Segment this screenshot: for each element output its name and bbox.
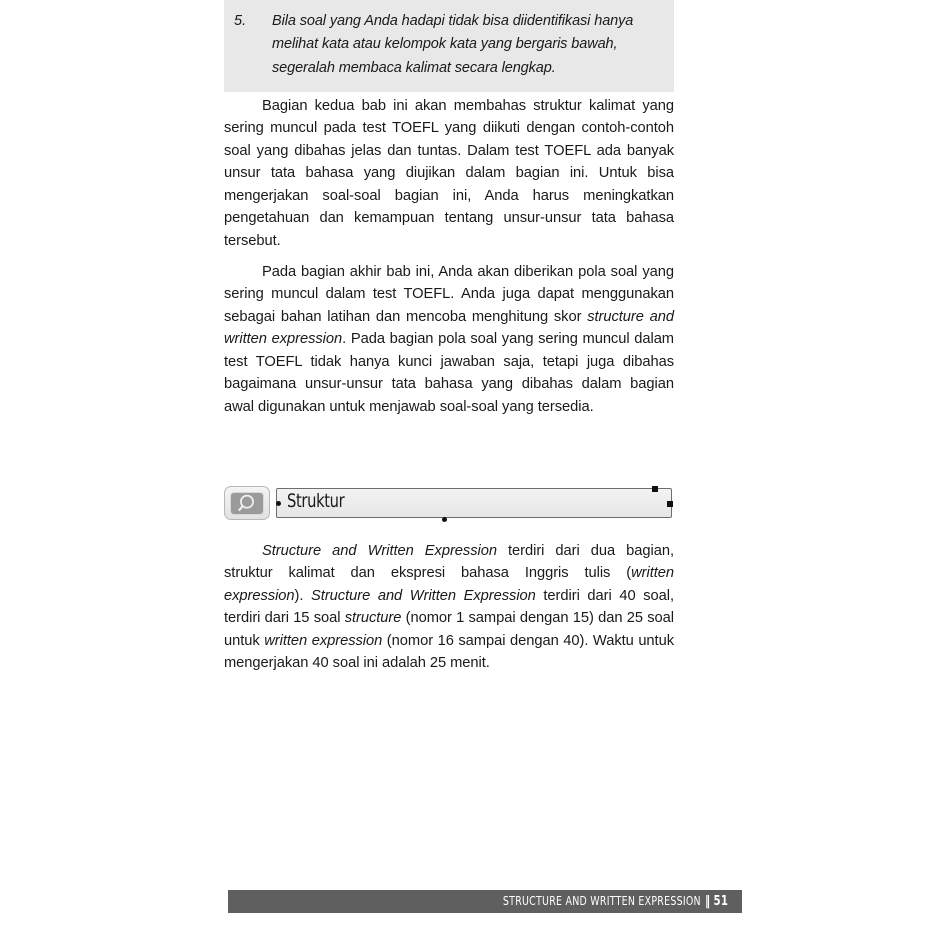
magnifier-icon	[230, 492, 264, 515]
paragraph-pola-soal-italic-1: structure and written expression	[224, 308, 674, 348]
section-header-title: Struktur	[287, 490, 345, 512]
paragraph-pola-soal-text-1: Pada bagian akhir bab ini, Anda akan diberikan pola soal yang sering muncul dalam test TOEFL. Anda juga dapat menggunakan sebagai bahan latihan dan mencoba menghitung skor	[224, 264, 674, 325]
paragraph-structure-text-3: terdiri dari 40 soal, terdiri dari 15 soal	[224, 587, 674, 627]
footer-page-number: 51	[713, 893, 728, 909]
page-footer-bar	[228, 890, 742, 913]
callout-row	[234, 10, 664, 80]
selection-handle-right[interactable]	[667, 501, 673, 507]
callout-inner	[224, 0, 674, 92]
paragraph-structure-text-2: ).	[294, 587, 312, 604]
selection-handle-left[interactable]	[276, 501, 281, 506]
section-header-struktur	[224, 485, 676, 523]
footer-separator: ‖	[704, 893, 710, 909]
page-footer-content	[503, 893, 728, 909]
paragraph-group-1	[224, 95, 674, 252]
paragraph-structure-italic-2: written expression	[224, 565, 674, 604]
callout-box	[224, 0, 674, 92]
paragraph-structure-text-5: (nomor 16 sampai dengan 40). Waktu untuk mengerjakan 40 soal ini adalah 25 menit.	[224, 632, 674, 672]
paragraph-structure-italic-4: structure	[344, 610, 402, 627]
paragraph-structure-detail	[224, 540, 674, 675]
paragraph-group-2	[224, 261, 674, 418]
selection-handle-top-right[interactable]	[652, 486, 658, 492]
callout-list-number: 5.	[234, 13, 247, 29]
paragraph-group-3	[224, 540, 674, 675]
callout-list-text: Bila soal yang Anda hadapi tidak bisa diidentifikasi hanya melihat kata atau kelompok kata yang bergaris bawah, segeralah membaca kalimat secara lengkap.	[272, 13, 634, 76]
paragraph-structure-italic-1: Structure and Written Expression	[262, 543, 497, 559]
paragraph-structure-italic-3: Structure and Written Expression	[311, 587, 536, 604]
paragraph-intro: Bagian kedua bab ini akan membahas struktur kalimat yang sering muncul pada test TOEFL yang diikuti dengan contoh-contoh soal yang dibahas jelas dan tuntas. Dalam test TOEFL ada banyak unsur tata bahasa yang diujikan dalam bagian ini. Untuk bisa mengerjakan soal-soal bagian ini, Anda harus meningkatkan pengetahuan dan kemampuan tentang unsur-unsur tata bahasa tersebut.	[224, 98, 674, 249]
paragraph-structure-text-4: (nomor 1 sampai dengan 15) dan 25 soal untuk	[224, 610, 674, 649]
paragraph-pola-soal-text-2: . Pada bagian pola soal yang sering muncul dalam test TOEFL tidak hanya kunci jawaban saja, tetapi juga dibahas bagaimana unsur-unsur tata bahasa yang dibahas dalam bagian awal digunakan untuk menjawab soal-soal yang tersedia.	[224, 331, 674, 415]
section-header-icon-frame	[224, 486, 270, 520]
paragraph-structure-italic-5: written expression	[264, 632, 383, 649]
footer-chapter-label: STRUCTURE AND WRITTEN EXPRESSION	[502, 893, 701, 908]
paragraph-pola-soal	[224, 261, 674, 418]
paragraph-structure-text-1: terdiri dari dua bagian, struktur kalimat dan ekspresi bahasa Inggris tulis (	[224, 543, 674, 582]
selection-handle-bottom[interactable]	[442, 517, 447, 522]
